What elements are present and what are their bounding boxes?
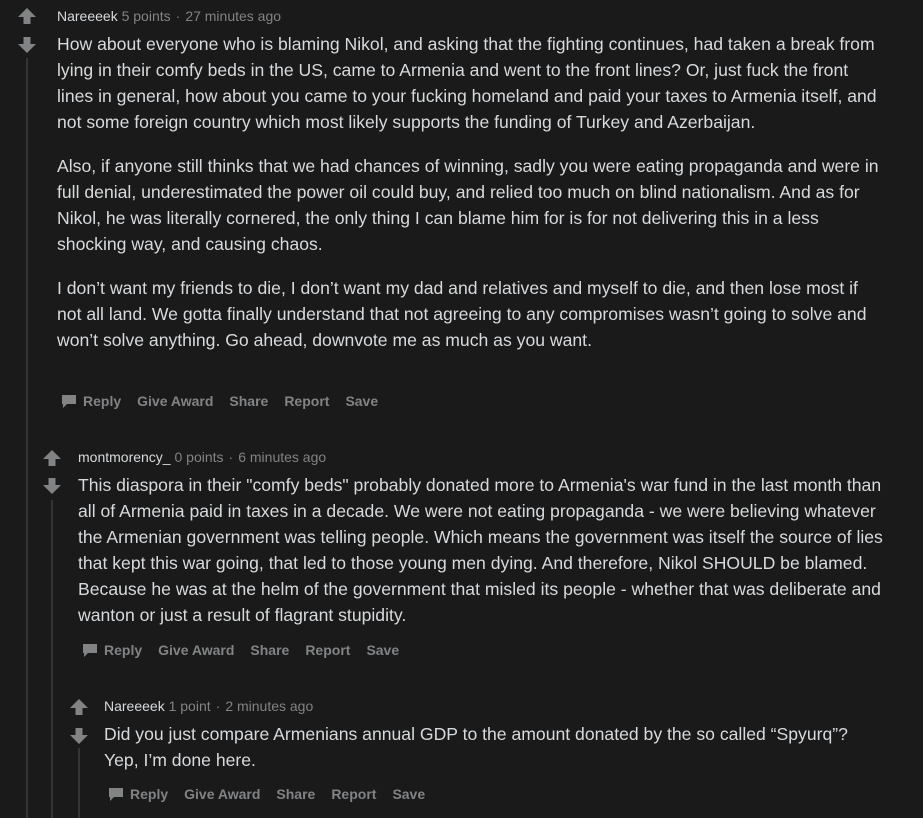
comment-meta bbox=[78, 448, 326, 466]
meta-separator: · bbox=[228, 449, 234, 465]
save-button[interactable]: Save bbox=[366, 642, 400, 658]
comment-meta bbox=[104, 697, 313, 715]
give-award-button[interactable]: Give Award bbox=[158, 642, 235, 658]
comment-actions bbox=[82, 642, 415, 658]
arrow-down-icon bbox=[42, 477, 62, 495]
comment-paragraph: I don’t want my friends to die, I don’t want my dad and relatives and myself to die, and then lose most if not all land. We gotta finally understand that not agreeing to any compromises wasn’t going to solve and won’t solve anything. Go ahead, downvote me as much as you want. bbox=[57, 278, 867, 350]
comment-paragraph: How about everyone who is blaming Nikol, and asking that the fighting continues, had taken a break from lying in their comfy beds in the US, came to Armenia and went to the front lines? Or, just fuck the front lines in general, how about you came to your fucking homeland and paid your taxes to Armenia itself, and not some foreign country which most likely supports the funding of Turkey and Azerbaijan. bbox=[57, 34, 877, 132]
comment-body bbox=[57, 31, 887, 353]
comment-paragraph: This diaspora in their "comfy beds" probably donated more to Armenia's war fund in the last month than all of Armenia paid in taxes in a decade. We were not eating propaganda - we were believing whatever the Armenian government was telling people. Which means the government was itself the source of lies that kept this war going, that led to those young men dying. And therefore, Nikol SHOULD be blamed. Because he was at the helm of the government that misled its people - whether that was deliberate and wanton or just a result of flagrant stupidity. bbox=[78, 475, 883, 625]
share-button[interactable]: Share bbox=[250, 642, 290, 658]
upvote-button[interactable] bbox=[69, 698, 89, 716]
report-button[interactable]: Report bbox=[284, 393, 330, 409]
comment-actions bbox=[108, 786, 441, 802]
thread-line[interactable] bbox=[26, 58, 28, 818]
comment-points: 1 point bbox=[168, 698, 211, 714]
meta-separator: · bbox=[215, 698, 221, 714]
comment-author[interactable]: montmorency_ bbox=[78, 449, 171, 465]
downvote-button[interactable] bbox=[42, 477, 62, 495]
comment-time[interactable]: 2 minutes ago bbox=[225, 698, 314, 714]
comment-time[interactable]: 6 minutes ago bbox=[238, 449, 327, 465]
comment-bubble-icon bbox=[82, 642, 98, 658]
comment-body bbox=[104, 721, 864, 773]
downvote-button[interactable] bbox=[69, 727, 89, 745]
reply-button[interactable] bbox=[61, 393, 121, 409]
arrow-up-icon bbox=[42, 449, 62, 467]
share-button[interactable]: Share bbox=[276, 786, 316, 802]
arrow-down-icon bbox=[17, 36, 37, 54]
comment-meta bbox=[57, 7, 281, 25]
comment-author[interactable]: Nareeeek bbox=[104, 698, 165, 714]
meta-separator: · bbox=[175, 8, 181, 24]
reply-label: Reply bbox=[83, 393, 122, 409]
thread-line[interactable] bbox=[51, 500, 53, 818]
comment-actions bbox=[61, 393, 394, 409]
give-award-button[interactable]: Give Award bbox=[184, 786, 261, 802]
comment-body bbox=[78, 472, 888, 628]
comment-paragraph: Did you just compare Armenians annual GDP to the amount donated by the so called “Spyurq”? Yep, I’m done here. bbox=[104, 724, 848, 770]
thread-line[interactable] bbox=[78, 748, 80, 818]
comment-author[interactable]: Nareeeek bbox=[57, 8, 118, 24]
comment-points: 5 points bbox=[121, 8, 171, 24]
save-button[interactable]: Save bbox=[345, 393, 379, 409]
report-button[interactable]: Report bbox=[331, 786, 377, 802]
comment-paragraph: Also, if anyone still thinks that we had chances of winning, sadly you were eating propaganda and were in full denial, underestimated the power oil could buy, and relied too much on blind nationalism. And as for Nikol, he was literally cornered, the only thing I can blame him for is for not delivering this in a less shocking way, and causing chaos. bbox=[57, 156, 879, 254]
report-button[interactable]: Report bbox=[305, 642, 351, 658]
comment-time[interactable]: 27 minutes ago bbox=[185, 8, 282, 24]
downvote-button[interactable] bbox=[17, 36, 37, 54]
reply-button[interactable] bbox=[108, 786, 168, 802]
share-button[interactable]: Share bbox=[229, 393, 269, 409]
reply-label: Reply bbox=[130, 786, 169, 802]
upvote-button[interactable] bbox=[17, 7, 37, 25]
reply-label: Reply bbox=[104, 642, 143, 658]
upvote-button[interactable] bbox=[42, 449, 62, 467]
arrow-up-icon bbox=[17, 7, 37, 25]
comment-bubble-icon bbox=[61, 393, 77, 409]
comment-bubble-icon bbox=[108, 786, 124, 802]
comment-points: 0 points bbox=[174, 449, 224, 465]
save-button[interactable]: Save bbox=[392, 786, 426, 802]
arrow-up-icon bbox=[69, 698, 89, 716]
arrow-down-icon bbox=[69, 727, 89, 745]
reply-button[interactable] bbox=[82, 642, 142, 658]
give-award-button[interactable]: Give Award bbox=[137, 393, 214, 409]
